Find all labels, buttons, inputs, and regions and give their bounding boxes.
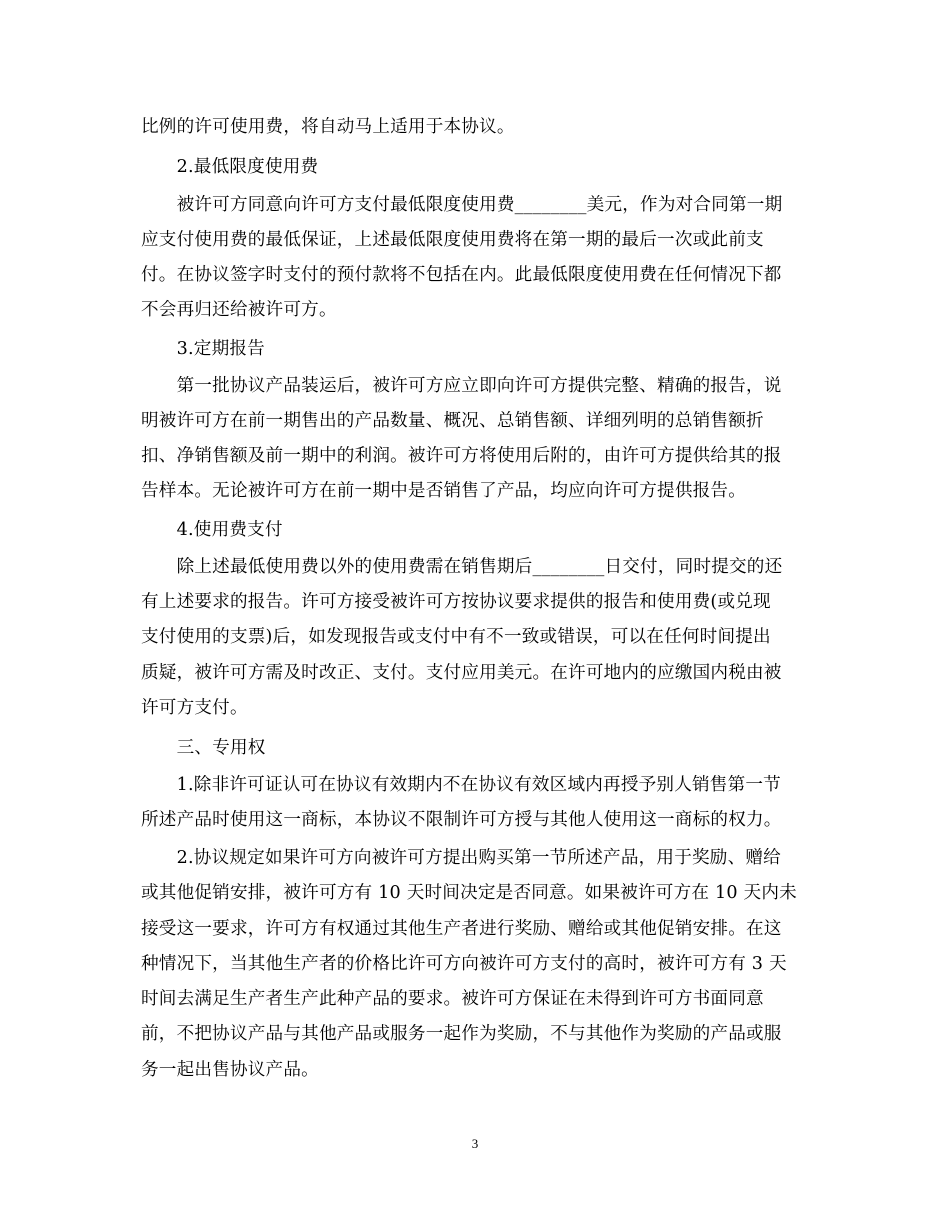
- text-line: 有上述要求的报告。许可方接受被许可方按协议要求提供的报告和使用费(或兑现: [141, 592, 771, 612]
- text-line: 告样本。无论被许可方在前一期中是否销售了产品，均应向许可方提供报告。: [141, 481, 746, 501]
- text-line: 时间去满足生产者生产此种产品的要求。被许可方保证在未得到许可方书面同意: [141, 989, 764, 1009]
- text-line: 除上述最低使用费以外的使用费需在销售期后________日交付，同时提交的还: [141, 557, 783, 577]
- section-heading: 3.定期报告: [141, 339, 265, 359]
- text-line: 扣、净销售额及前一期中的利润。被许可方将使用后附的，由许可方提供给其的报: [141, 446, 782, 466]
- text-line: 明被许可方在前一期售出的产品数量、概况、总销售额、详细列明的总销售额折: [141, 411, 764, 431]
- text-line: 第一批协议产品装运后，被许可方应立即向许可方提供完整、精确的报告，说: [141, 376, 782, 396]
- section-heading: 三、专用权: [141, 738, 266, 758]
- text-line: 2.协议规定如果许可方向被许可方提出购买第一节所述产品，用于奖励、赠给: [141, 848, 781, 868]
- text-line: 比例的许可使用费，将自动马上适用于本协议。: [141, 117, 515, 137]
- text-line: 接受这一要求，许可方有权通过其他生产者进行奖励、赠给或其他促销安排。在这: [141, 919, 782, 939]
- text-line: 质疑，被许可方需及时改正、支付。支付应用美元。在许可地内的应缴国内税由被: [141, 663, 782, 683]
- text-line: 1.除非许可证认可在协议有效期内不在协议有效区域内再授予别人销售第一节: [141, 775, 781, 795]
- text-line: 付。在协议签字时支付的预付款将不包括在内。此最低限度使用费在任何情况下都: [141, 265, 782, 285]
- text-line: 支付使用的支票)后，如发现报告或支付中有不一致或错误，可以在任何时间提出: [141, 627, 771, 647]
- text-line: 被许可方同意向许可方支付最低限度使用费________美元，作为对合同第一期: [141, 195, 783, 215]
- text-line: 务一起出售协议产品。: [141, 1060, 319, 1080]
- page-number: 3: [471, 1136, 479, 1151]
- text-line: 不会再归还给被许可方。: [141, 300, 337, 320]
- section-heading: 4.使用费支付: [141, 520, 283, 540]
- text-line: 应支付使用费的最低保证，上述最低限度使用费将在第一期的最后一次或此前支: [141, 230, 764, 250]
- section-heading: 2.最低限度使用费: [141, 157, 319, 177]
- text-line: 种情况下，当其他生产者的价格比许可方向被许可方支付的高时，被许可方有 3 天: [141, 954, 787, 974]
- text-line: 许可方支付。: [141, 698, 248, 718]
- text-line: 前，不把协议产品与其他产品或服务一起作为奖励，不与其他作为奖励的产品或服: [141, 1024, 782, 1044]
- text-line: 或其他促销安排，被许可方有 10 天时间决定是否同意。如果被许可方在 10 天内未: [141, 883, 797, 903]
- text-line: 所述产品时使用这一商标，本协议不限制许可方授与其他人使用这一商标的权力。: [141, 810, 782, 830]
